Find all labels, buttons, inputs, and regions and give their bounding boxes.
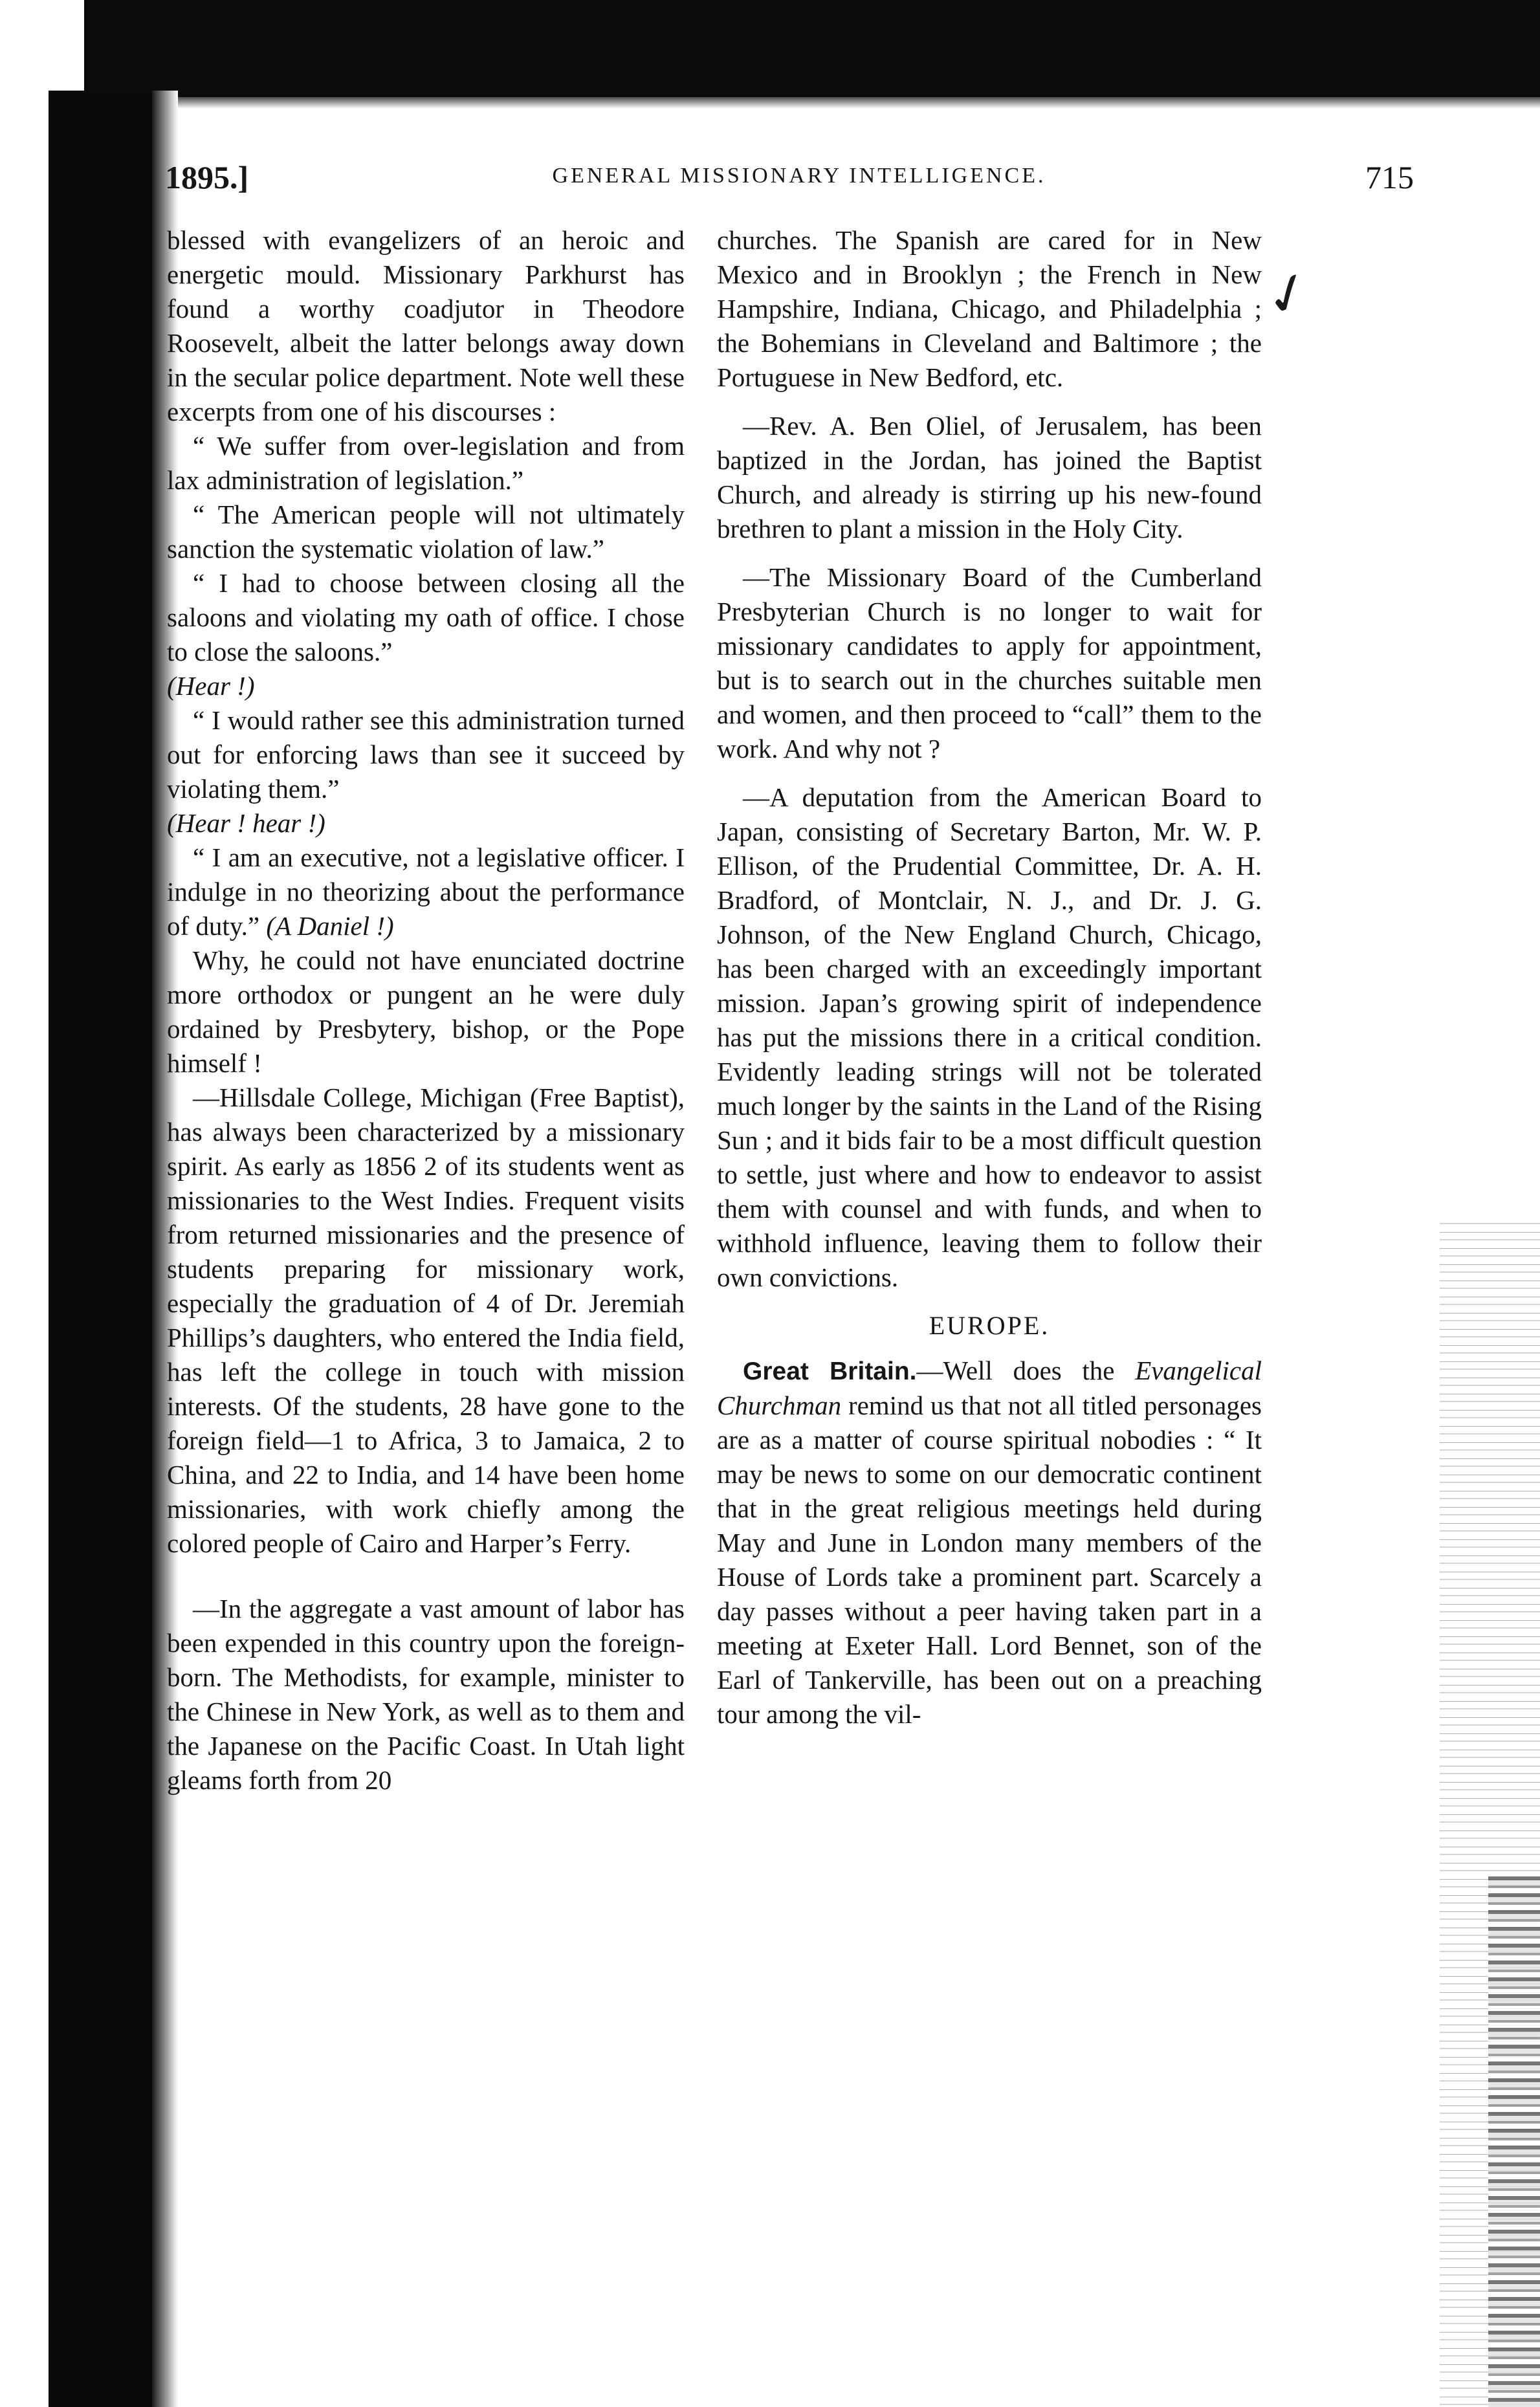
news-item: —The Missionary Board of the Cumberland Presbyterian Church is no longer to wait for missionary candidates to apply for appointment, but is to search out in the churches suitable men and women, and then proceed to “call” them to the work. And why not ?	[717, 562, 1262, 764]
right-column	[717, 223, 1262, 1731]
left-column	[167, 223, 685, 1797]
news-item: —In the aggregate a vast amount of labor has been expended in this country upon the foreign-born. The Methodists, for example, minister to the Chinese in New York, as well as to them and the Japanese on the Pacific Coast. In Utah light gleams forth from 20	[167, 1594, 685, 1795]
news-item	[717, 1354, 1262, 1731]
quote-paragraph: “ The American people will not ultimately sanction the systematic violation of law.”	[167, 500, 685, 564]
quote-aside: (Hear ! hear !)	[167, 808, 325, 838]
quote-text: “ I had to choose between closing all the saloons and violating my oath of office. I chose to close the saloons.”	[167, 568, 685, 666]
text-run: remind us that not all titled personages are as a matter of course spiritual nobodies : “ It may be news to some on our democratic continent that in the great religious meetings held during May and June in London many members of the House of Lords take a prominent part. Scarcely a day passes without a peer having taken part in a meeting at Exeter Hall. Lord Bennet, son of the Earl of Tankerville, has been out on a preaching tour among the vil-	[717, 1390, 1262, 1729]
text-run: —Well does the	[916, 1356, 1136, 1385]
lead-in: Great Britain.	[743, 1357, 917, 1385]
news-item: —Hillsdale College, Michigan (Free Baptist), has always been characterized by a missionary spirit. As early as 1856 2 of its students went as missionaries to the West Indies. Frequent visits from returned missionaries and the presence of students preparing for missionary work, especially the graduation of 4 of Dr. Jeremiah Phillips’s daughters, who entered the India field, has left the college in touch with mission interests. Of the students, 28 have gone to the foreign field—1 to Africa, 3 to Jamaica, 2 to China, and 22 to India, and 14 have been home missionaries, with work chiefly among the colored people of Cairo and Harper’s Ferry.	[167, 1083, 685, 1558]
page-number: 715	[1365, 159, 1414, 195]
quote-paragraph	[167, 566, 685, 703]
paragraph: Why, he could not have enunciated doctrine more orthodox or pungent an he were duly ordained by Presbytery, bishop, or the Pope himself !	[167, 945, 685, 1078]
running-title: GENERAL MISSIONARY INTELLIGENCE.	[552, 164, 1046, 188]
quote-aside: (Hear !)	[167, 671, 255, 701]
checkmark-icon: ✓	[1255, 257, 1321, 332]
scan-top-fade	[84, 97, 1540, 109]
news-item: —Rev. A. Ben Oliel, of Jerusalem, has been baptized in the Jordan, has joined the Baptist Church, and already is stirring up his new-found brethren to plant a mission in the Holy City.	[717, 411, 1262, 544]
scan-spine-shadow	[49, 91, 162, 2407]
quote-paragraph: “ We suffer from over-legislation and from lax administration of legislation.”	[167, 431, 685, 495]
quote-aside: (A Daniel !)	[266, 911, 394, 941]
quote-paragraph	[167, 703, 685, 841]
scan-top-shadow	[84, 0, 1540, 97]
news-item: —A deputation from the American Board to Japan, consisting of Secretary Barton, Mr. W. P. Ellison, of the Prudential Committee, Dr. A. H. Bradford, of Montclair, N. J., and Dr. J. G. Johnson, of the New England Church, Chicago, has been charged with an exceedingly important mission. Japan’s growing spirit of independence has put the missions there in a critical condition. Evidently leading strings will not be tolerated much longer by the saints in the Land of the Rising Sun ; and it bids fair to be a most difficult question to settle, just where and how to endeavor to assist them with counsel and with funds, and when to withhold influence, leaving them to follow their own convictions.	[717, 782, 1262, 1292]
paragraph: churches. The Spanish are cared for in New Mexico and in Brooklyn ; the French in New Hampshire, Indiana, Chicago, and Philadelphia ; the Bohemians in Cleveland and Baltimore ; the Portuguese in New Bedford, etc.	[717, 225, 1262, 392]
quote-paragraph	[167, 841, 685, 943]
quote-text: “ I am an executive, not a legislative officer. I indulge in no theorizing about the performance of duty.”	[167, 842, 685, 941]
scan-page-edge-dark	[1488, 1876, 1540, 2407]
publication-title: Evangelical Churchman	[717, 1356, 1262, 1420]
paragraph: blessed with evangelizers of an heroic and energetic mould. Missionary Parkhurst has found a worthy coadjutor in Theodore Roosevelt, albeit the latter belongs away down in the secular police department. Note well these excerpts from one of his discourses :	[167, 225, 685, 426]
header-year: 1895.]	[165, 159, 249, 195]
section-heading: EUROPE.	[929, 1311, 1050, 1340]
page-header	[165, 159, 1433, 204]
quote-text: “ I would rather see this administration turned out for enforcing laws than see it succeed by violating them.”	[167, 705, 685, 804]
